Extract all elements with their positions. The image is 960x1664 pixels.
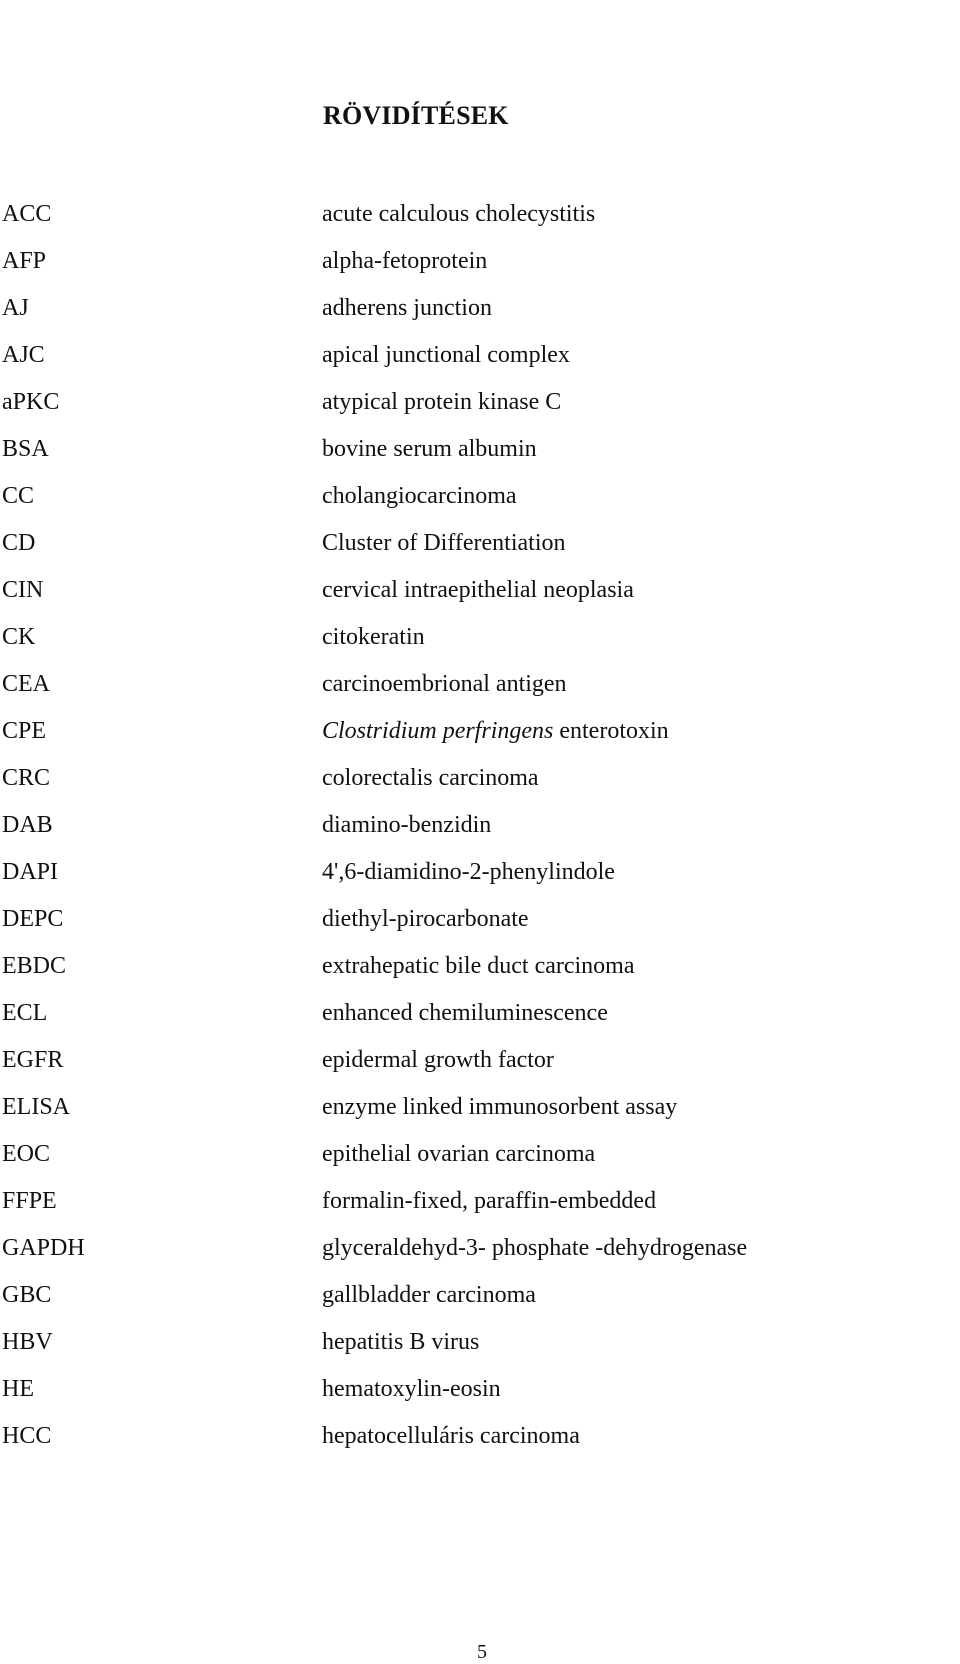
abbreviation-row (0, 1089, 960, 1136)
abbreviation-term: EGFR (2, 1047, 64, 1073)
abbreviation-row (0, 478, 960, 525)
abbreviation-row (0, 854, 960, 901)
abbreviation-row (0, 948, 960, 995)
abbreviation-definition: Cluster of Differentiation (322, 530, 566, 556)
abbreviation-definition: hepatocelluláris carcinoma (322, 1423, 580, 1449)
abbreviation-row (0, 1371, 960, 1418)
abbreviation-row (0, 243, 960, 290)
abbreviation-row (0, 1418, 960, 1465)
abbreviation-term: CPE (2, 718, 47, 744)
abbreviation-row (0, 337, 960, 384)
abbreviation-definition (322, 713, 669, 749)
abbreviation-term: CIN (2, 577, 44, 603)
abbreviation-definition: formalin-fixed, paraffin-embedded (322, 1188, 657, 1214)
abbreviation-term: HE (2, 1376, 34, 1402)
abbreviation-term: CD (2, 530, 36, 556)
abbreviation-term: DAPI (2, 859, 59, 885)
abbreviation-definition: cholangiocarcinoma (322, 483, 517, 509)
abbreviation-definition: colorectalis carcinoma (322, 765, 539, 791)
abbreviation-row (0, 1277, 960, 1324)
abbreviation-term: EBDC (2, 953, 67, 979)
abbreviation-row (0, 901, 960, 948)
abbreviation-definition: alpha-fetoprotein (322, 248, 488, 274)
abbreviation-definition: carcinoembrional antigen (322, 671, 567, 697)
abbreviation-definition: adherens junction (322, 295, 492, 321)
abbreviation-term: ACC (2, 201, 52, 227)
abbreviation-definition: glyceraldehyd-3- phosphate -dehydrogenase (322, 1235, 748, 1261)
abbreviation-term: CRC (2, 765, 51, 791)
abbreviation-row (0, 1183, 960, 1230)
abbreviation-row (0, 196, 960, 243)
abbreviation-row (0, 1042, 960, 1089)
abbreviation-definition: enzyme linked immunosorbent assay (322, 1094, 678, 1120)
abbreviation-term: HCC (2, 1423, 52, 1449)
abbreviation-term: BSA (2, 436, 49, 462)
abbreviation-term: GBC (2, 1282, 52, 1308)
abbreviation-definition: extrahepatic bile duct carcinoma (322, 953, 635, 979)
abbreviation-definition: acute calculous cholecystitis (322, 201, 596, 227)
abbreviation-definition: atypical protein kinase C (322, 389, 562, 415)
abbreviation-term: EOC (2, 1141, 50, 1167)
abbreviation-term: AJC (2, 342, 45, 368)
abbreviation-term: ECL (2, 1000, 48, 1026)
abbreviation-row (0, 290, 960, 337)
abbreviation-row (0, 807, 960, 854)
abbreviation-term: aPKC (2, 389, 60, 415)
abbreviation-term: AFP (2, 248, 47, 274)
abbreviation-row (0, 760, 960, 807)
abbreviation-term: CEA (2, 671, 50, 697)
abbreviation-row (0, 713, 960, 760)
abbreviation-row (0, 572, 960, 619)
abbreviation-definition: citokeratin (322, 624, 425, 650)
abbreviation-term: FFPE (2, 1188, 57, 1214)
abbreviation-definition: apical junctional complex (322, 342, 570, 368)
abbreviation-row (0, 384, 960, 431)
page-number: 5 (477, 1641, 487, 1663)
abbreviation-row (0, 525, 960, 572)
abbreviation-definition: epidermal growth factor (322, 1047, 554, 1073)
abbreviation-term: ELISA (2, 1094, 70, 1120)
abbreviation-definition: cervical intraepithelial neoplasia (322, 577, 634, 603)
abbreviation-term: DEPC (2, 906, 64, 932)
abbreviation-row (0, 1136, 960, 1183)
abbreviation-definition: bovine serum albumin (322, 436, 537, 462)
abbreviation-definition-rest: enterotoxin (553, 718, 669, 744)
abbreviation-term: HBV (2, 1329, 53, 1355)
abbreviation-definition: hematoxylin-eosin (322, 1376, 501, 1402)
abbreviation-definition: hepatitis B virus (322, 1329, 480, 1355)
page-title: RÖVIDÍTÉSEK (323, 101, 509, 130)
abbreviation-row (0, 619, 960, 666)
abbreviation-term: DAB (2, 812, 53, 838)
abbreviation-definition: diethyl-pirocarbonate (322, 906, 529, 932)
abbreviation-term: CC (2, 483, 35, 509)
abbreviation-list (0, 196, 960, 1465)
abbreviation-term: GAPDH (2, 1235, 85, 1261)
abbreviation-row (0, 431, 960, 478)
abbreviation-row (0, 1324, 960, 1371)
abbreviation-term: AJ (2, 295, 29, 321)
abbreviation-term: CK (2, 624, 36, 650)
abbreviation-row (0, 666, 960, 713)
abbreviation-definition: gallbladder carcinoma (322, 1282, 536, 1308)
abbreviation-definition: epithelial ovarian carcinoma (322, 1141, 596, 1167)
abbreviation-definition-italic: Clostridium perfringens (322, 718, 554, 744)
abbreviation-definition: enhanced chemiluminescence (322, 1000, 608, 1026)
abbreviation-definition: 4',6-diamidino-2-phenylindole (322, 859, 615, 885)
abbreviation-definition: diamino-benzidin (322, 812, 492, 838)
abbreviation-row (0, 995, 960, 1042)
abbreviation-row (0, 1230, 960, 1277)
